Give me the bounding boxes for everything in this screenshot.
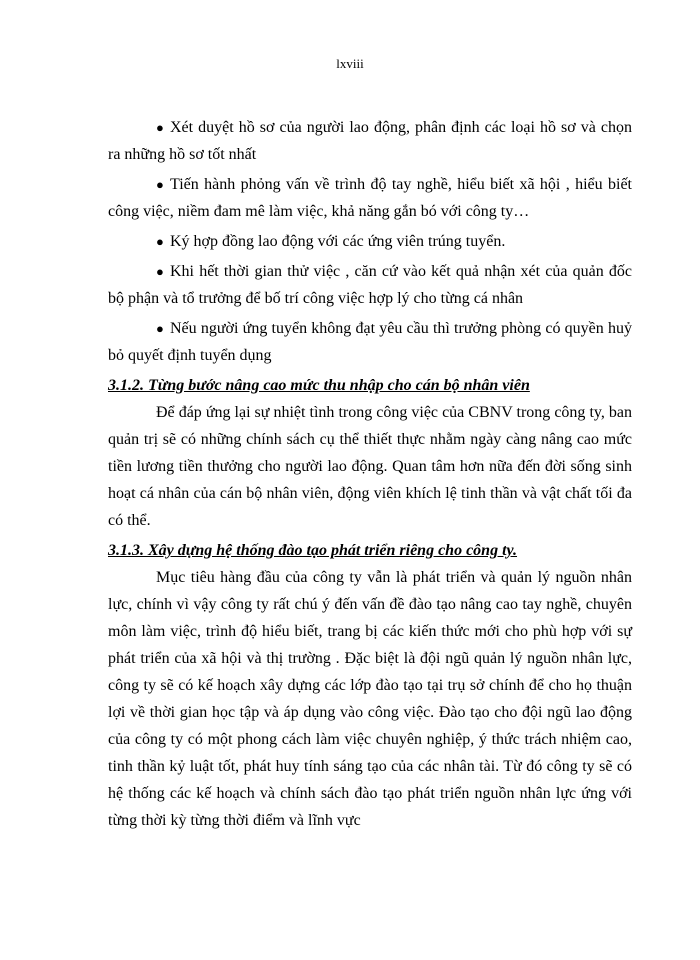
bullet-icon: ● [156,321,164,336]
bullet-text: Xét duyệt hồ sơ của người lao động, phân định các loại hồ sơ và chọn ra những hồ sơ tốt nhất [108,119,632,163]
bullet-item-1 [108,114,632,168]
document-body [108,114,632,837]
paragraph-3-1-3: Mục tiêu hàng đầu của công ty vẫn là phát triển và quản lý nguồn nhân lực, chính vì vậy công ty rất chú ý đến vấn đề đào tạo nâng cao tay nghề, chuyên môn làm việc, trình độ hiểu biết, trang bị các kiến thức mới cho phù hợp với sự phát triển của xã hội và thị trường . Đặc biệt là đội ngũ quản lý nguồn nhân lực, công ty sẽ có kế hoạch xây dựng các lớp đào tạo tại trụ sở chính để cho họ thuận lợi về thời gian học tập và áp dụng vào công việc. Đào tạo cho đội ngũ lao động của công ty có một phong cách làm việc chuyên nghiệp, ý thức trách nhiệm cao, tinh thần kỷ luật tốt, phát huy tính sáng tạo của các nhân tài. Từ đó công ty sẽ có hệ thống các kế hoạch và chính sách đào tạo phát triển nguồn nhân lực ứng với từng thời kỳ từng thời điểm và lĩnh vực [108,569,632,829]
section-heading-3-1-3: 3.1.3. Xây dựng hệ thống đào tạo phát triển riêng cho công ty. [108,542,518,559]
bullet-item-3 [108,228,632,255]
bullet-icon: ● [156,177,164,192]
section-heading-3-1-2: 3.1.2. Từng bước nâng cao mức thu nhập cho cán bộ nhân viên [108,377,530,394]
bullet-text: Tiến hành phỏng vấn về trình độ tay nghề, hiểu biết xã hội , hiểu biết công việc, niềm đam mê làm việc, khả năng gắn bó với công ty… [108,176,632,220]
page-number: lxviii [336,56,364,71]
bullet-icon: ● [156,264,164,279]
bullet-item-5 [108,315,632,369]
bullet-icon: ● [156,120,164,135]
bullet-text: Khi hết thời gian thử việc , căn cứ vào kết quả nhận xét của quản đốc bộ phận và tổ trưởng để bố trí công việc hợp lý cho từng cá nhân [108,263,632,307]
bullet-icon: ● [156,234,164,249]
bullet-item-4 [108,258,632,312]
bullet-text: Nếu người ứng tuyển không đạt yêu cầu thì trưởng phòng có quyền huỷ bỏ quyết định tuyển dụng [108,320,632,364]
paragraph-3-1-2: Để đáp ứng lại sự nhiệt tình trong công việc của CBNV trong công ty, ban quản trị sẽ có những chính sách cụ thể thiết thực nhằm ngày càng nâng cao mức tiền lương tiền thưởng cho người lao động. Quan tâm hơn nữa đến đời sống sinh hoạt cá nhân của cán bộ nhân viên, động viên khích lệ tinh thần và vật chất tối đa có thể. [108,404,632,529]
bullet-text: Ký hợp đồng lao động với các ứng viên trúng tuyển. [170,233,506,250]
bullet-item-2 [108,171,632,225]
